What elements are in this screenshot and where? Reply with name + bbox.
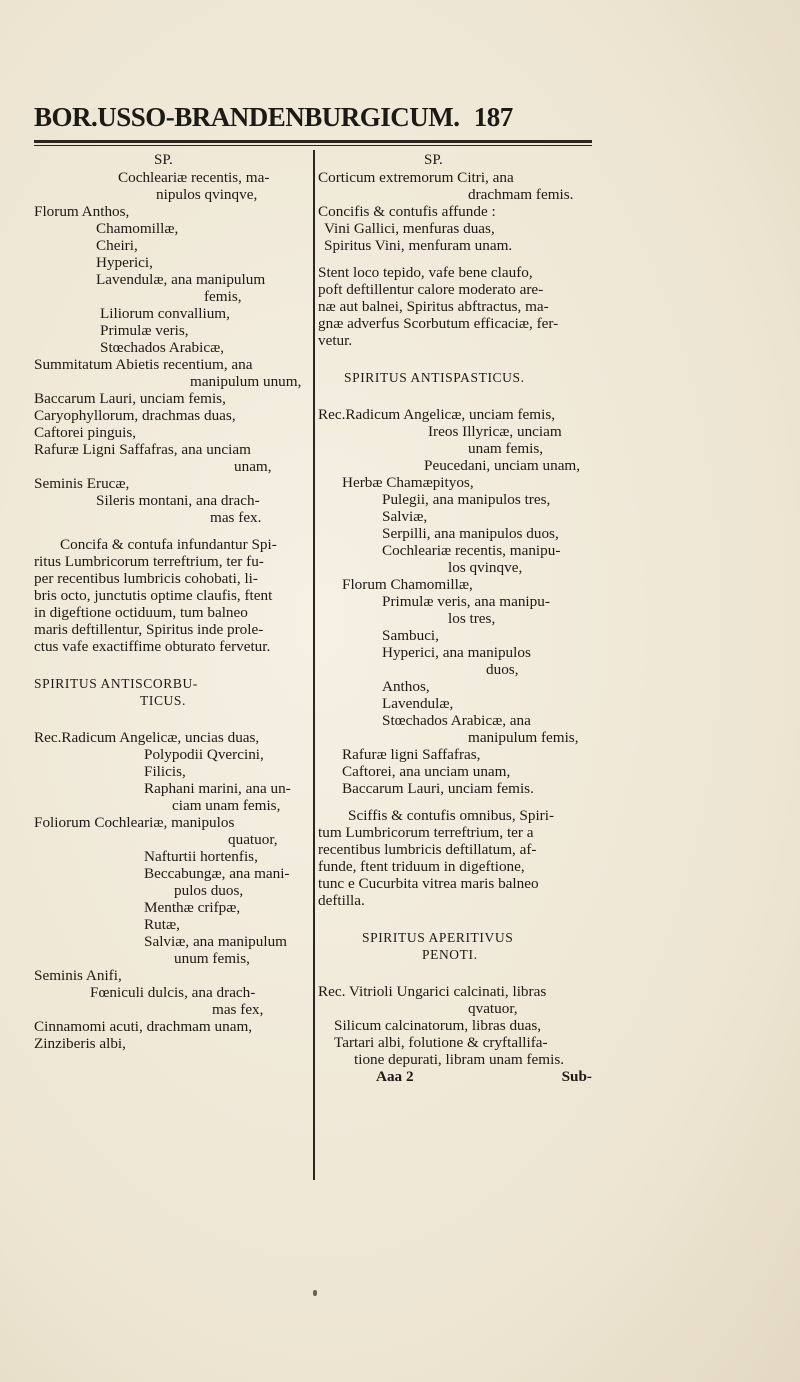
text-line: quatuor, [228,831,278,848]
header-rule-thin [34,145,592,146]
text-line: Primulæ veris, [100,322,189,339]
text-line: Rutæ, [144,916,180,933]
running-header [34,102,604,133]
text-line: Foliorum Cochleariæ, manipulos [34,814,235,831]
text-line: unum femis, [174,950,250,967]
text-line: manipulum unum, [190,373,302,390]
text-line: nipulos qvinqve, [156,186,258,203]
text-line: tum Lumbricorum terreftrium, ter a [318,824,534,841]
spacer [318,349,600,369]
text-line: mas fex. [210,509,262,526]
text-line: Lavendulæ, ana manipulum [96,271,266,288]
text-line: Cochleariæ recentis, manipu- [382,542,561,559]
text-line: qvatuor, [468,1000,518,1017]
text-line: Rec.Radicum Angelicæ, uncias duas, [34,729,260,746]
text-line: Hyperici, [96,254,153,271]
page-number: 187 [473,102,513,132]
spacer [318,254,600,264]
text-line: Rec.Radicum Angelicæ, unciam femis, [318,406,556,423]
text-line: Nafturtii hortenfis, [144,848,258,865]
signature-mark: Aaa 2 [376,1068,414,1085]
text-line: funde, ftent triduum in digeftione, [318,858,525,875]
spacer [34,655,319,675]
text-line: næ aut balnei, Spiritus abftractus, ma- [318,298,549,315]
text-line: Herbæ Chamæpityos, [342,474,474,491]
footer-line [318,1068,600,1085]
catchword: Sub- [561,1068,592,1085]
text-line: Hyperici, ana manipulos [382,644,531,661]
spacer [318,797,600,807]
text-line: Stœchados Arabicæ, [100,339,225,356]
text-line: Pulegii, ana manipulos tres, [382,491,551,508]
text-line: unam, [234,458,272,475]
text-line: Silicum calcinatorum, libras duas, [334,1017,542,1034]
text-line: Corticum extremorum Citri, ana [318,169,514,186]
text-line: Ireos Illyricæ, unciam [428,423,562,440]
text-line: Sciffis & contufis omnibus, Spiri- [348,807,555,824]
text-line: los tres, [448,610,496,627]
text-line: Rafuræ ligni Saffafras, [342,746,481,763]
section-heading: TICUS. [140,693,186,708]
text-line: Florum Chamomillæ, [342,576,473,593]
text-line: manipulum femis, [468,729,579,746]
text-line: duos, [486,661,519,678]
text-line: Florum Anthos, [34,203,130,220]
spacer [318,909,600,929]
text-line: Salviæ, [382,508,428,525]
text-line: Salviæ, ana manipulum [144,933,287,950]
text-line: Sileris montani, ana drach- [96,492,260,509]
text-line: Rec. Vitrioli Ungarici calcinati, libras [318,983,547,1000]
section-heading: SPIRITUS ANTISPASTICUS. [344,370,525,385]
text-line: drachmam femis. [468,186,574,203]
section-heading: SPIRITUS ANTISCORBU- [34,676,198,691]
text-line: Fœniculi dulcis, ana drach- [90,984,256,1001]
text-line: Zinziberis albi, [34,1035,126,1052]
spacer [34,709,319,729]
text-line: maris deftillentur, Spiritus inde prole- [34,621,264,638]
text-line: Vini Gallici, menfuras duas, [324,220,495,237]
text-line: Cochleariæ recentis, ma- [118,169,270,186]
text-line: per recentibus lumbricis cohobati, li- [34,570,258,587]
text-line: recentibus lumbricis deftillatum, af- [318,841,537,858]
header-rule [34,140,592,143]
text-line: tunc e Cucurbita vitrea maris balneo [318,875,539,892]
text-line: gnæ adverfus Scorbutum efficaciæ, fer- [318,315,559,332]
text-line: Peucedani, unciam unam, [424,457,581,474]
text-line: Sambuci, [382,627,439,644]
text-line: vetur. [318,332,353,349]
text-line: Stent loco tepido, vafe bene claufo, [318,264,533,281]
text-line: pulos duos, [174,882,244,899]
text-line: ctus vafe exactiffime obturato fervetur. [34,638,271,655]
text-line: Primulæ veris, ana manipu- [382,593,550,610]
text-line: Concifa & contufa infundantur Spi- [60,536,277,553]
left-column [34,152,319,1052]
spacer [34,526,319,536]
text-line: Chamomillæ, [96,220,179,237]
text-line: ciam unam femis, [172,797,281,814]
text-line: Tartari albi, folutione & cryftallifa- [334,1034,548,1051]
text-line: unam femis, [468,440,544,457]
text-line: femis, [204,288,242,305]
text-line: Polypodii Qvercini, [144,746,264,763]
text-line: Anthos, [382,678,430,695]
text-line: los qvinqve, [448,559,523,576]
text-line: mas fex, [212,1001,264,1018]
text-line: Concifis & contufis affunde : [318,203,496,220]
text-line: Baccarum Lauri, unciam femis, [34,390,226,407]
text-line: deftilla. [318,892,365,909]
text-line: tione depurati, libram unam femis. [354,1051,565,1068]
text-line: Raphani marini, ana un- [144,780,291,797]
column-label: SP. [154,152,173,168]
running-title: BOR.USSO-BRANDENBURGICUM. [34,102,460,132]
text-line: Cheiri, [96,237,138,254]
text-line: bris octo, junctutis optime claufis, ftent [34,587,273,604]
text-line: poft deftillentur calore moderato are- [318,281,544,298]
text-line: Menthæ crifpæ, [144,899,241,916]
text-line: Caryophyllorum, drachmas duas, [34,407,236,424]
spacer [318,963,600,983]
text-line: Rafuræ Ligni Saffafras, ana unciam [34,441,251,458]
text-line: Seminis Anifi, [34,967,122,984]
text-line: Baccarum Lauri, unciam femis. [342,780,534,797]
spacer [318,386,600,406]
right-column [318,152,600,1085]
text-line: Cinnamomi acuti, drachmam unam, [34,1018,253,1035]
text-line: Serpilli, ana manipulos duos, [382,525,559,542]
text-line: Summitatum Abietis recentium, ana [34,356,253,373]
section-heading: SPIRITUS APERITIVUS [362,930,514,945]
column-label: SP. [424,152,443,168]
text-line: ritus Lumbricorum terreftrium, ter fu- [34,553,264,570]
text-line: Seminis Erucæ, [34,475,130,492]
text-line: Beccabungæ, ana mani- [144,865,290,882]
text-line: Liliorum convallium, [100,305,230,322]
text-line: Lavendulæ, [382,695,454,712]
section-heading: PENOTI. [422,947,478,962]
text-line: Caftorei pinguis, [34,424,137,441]
text-line: Caftorei, ana unciam unam, [342,763,511,780]
text-line: in digeftione octiduum, tum balneo [34,604,248,621]
text-line: Filicis, [144,763,186,780]
text-line: Stœchados Arabicæ, ana [382,712,531,729]
ink-speck [313,1290,317,1296]
text-line: Spiritus Vini, menfuram unam. [324,237,513,254]
